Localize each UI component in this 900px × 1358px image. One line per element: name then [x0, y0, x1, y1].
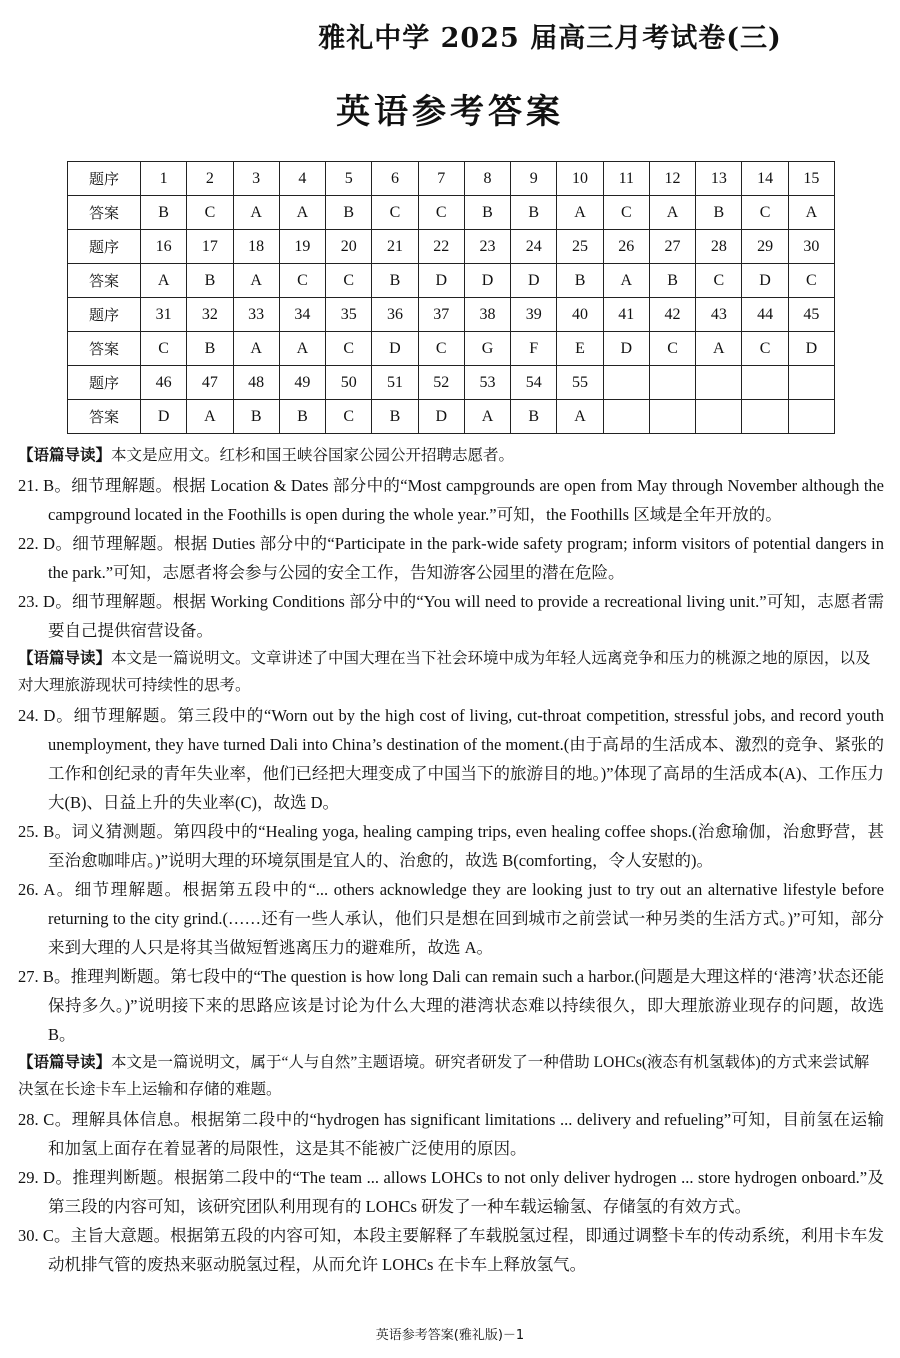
answer-cell: 38 [464, 298, 510, 332]
answer-cell: A [557, 196, 603, 230]
passage-intro-text: 本文是一篇说明文，属于“人与自然”主题语境。研究者研发了一种借助 LOHCs(液态有机氢载体)的方式来尝试解决氢在长途卡车上运输和存储的难题。 [18, 1054, 870, 1098]
answer-cell: 1 [141, 162, 187, 196]
answer-explanation: 26. A。细节理解题。根据第五段中的“... others acknowledge they are looking just to try out an alternative lifestyle before returning to the city grind.(……还有一些人承认，他们只是想在回到城市之前尝试一种另类的生活方式。)”可知，部分来到大理的人只是将其当做短暂逃离压力的避难所，故选 A。 [18, 880, 884, 957]
answer-cell [742, 366, 788, 400]
answer-explanation: 29. D。推理判断题。根据第二段中的“The team ... allows LOHCs to not only deliver hydrogen ... store hydrogen onboard.”及第三段的内容可知，该研究团队利用现有的 LOHCs 研发了一种车载运输氢、存储氢的有效方式。 [18, 1168, 884, 1216]
answer-cell: C [326, 264, 372, 298]
answer-cell: B [511, 196, 557, 230]
answer-explanation: 21. B。细节理解题。根据 Location & Dates 部分中的“Most campgrounds are open from May through November although the campground located in the Foothills is open during the whole year.”可知，the Foothills 区域是全年开放的。 [18, 476, 884, 524]
explanations [18, 442, 884, 1279]
answer-cell: D [141, 400, 187, 434]
row-header: 答案 [68, 196, 141, 230]
answer-cell: C [649, 332, 695, 366]
answer-cell [649, 400, 695, 434]
answer-explanation: 24. D。细节理解题。第三段中的“Worn out by the high cost of living, cut-throat competition, stressful jobs, and record youth unemployment, they have turned Dali into China’s destination of the moment.(由于高昂的生活成本、激烈的竞争、紧张的工作和创纪录的青年失业率，他们已经把大理变成了中国当下的旅游目的地。)”体现了高昂的生活成本(A)、工作压力大(B)、日益上升的失业率(C)，故选 D。 [18, 706, 884, 812]
answer-cell: 24 [511, 230, 557, 264]
answer-table-row [68, 162, 835, 196]
answer-cell: C [326, 400, 372, 434]
answer-table-row [68, 264, 835, 298]
answer-cell: 15 [788, 162, 834, 196]
answer-cell: C [603, 196, 649, 230]
answer-table [67, 161, 835, 434]
answer-cell: D [742, 264, 788, 298]
answer-cell: 6 [372, 162, 418, 196]
passage-intro-tag: 【语篇导读】 [18, 650, 112, 667]
answer-explanation: 22. D。细节理解题。根据 Duties 部分中的“Participate in the park-wide safety program; inform visitors of potential dangers in the park.”可知，志愿者将会参与公园的安全工作，告知游客公园里的潜在危险。 [18, 534, 884, 582]
answer-cell: 50 [326, 366, 372, 400]
answer-cell: B [464, 196, 510, 230]
answer-cell: 27 [649, 230, 695, 264]
answer-cell: 44 [742, 298, 788, 332]
exam-title: 雅礼中学 2025 届高三月考试卷(三) [318, 23, 782, 54]
passage-intro-tag: 【语篇导读】 [18, 1054, 112, 1071]
answer-cell: 16 [141, 230, 187, 264]
answer-cell: A [279, 196, 325, 230]
answer-cell: C [141, 332, 187, 366]
passage-intro-text: 本文是一篇说明文。文章讲述了中国大理在当下社会环境中成为年轻人远离竞争和压力的桃源之地的原因，以及对大理旅游现状可持续性的思考。 [18, 650, 871, 694]
answer-cell: 25 [557, 230, 603, 264]
answer-cell: 9 [511, 162, 557, 196]
answer-cell: A [557, 400, 603, 434]
answer-cell: C [418, 196, 464, 230]
page-footer: 英语参考答案(雅礼版)－1 [375, 1328, 525, 1343]
answer-cell: B [557, 264, 603, 298]
answer-cell: A [788, 196, 834, 230]
answer-cell: 2 [187, 162, 233, 196]
subject-title: 英语参考答案 [336, 92, 564, 132]
passage-intro [18, 1049, 884, 1103]
answer-cell: 31 [141, 298, 187, 332]
answer-cell: D [603, 332, 649, 366]
answer-cell: A [233, 332, 279, 366]
passage-intro [18, 645, 884, 699]
answer-cell: 11 [603, 162, 649, 196]
answer-cell: 51 [372, 366, 418, 400]
answer-cell: 7 [418, 162, 464, 196]
answer-cell: B [187, 332, 233, 366]
answer-table-row [68, 230, 835, 264]
answer-cell [788, 366, 834, 400]
answer-cell: C [418, 332, 464, 366]
answer-cell: 46 [141, 366, 187, 400]
answer-cell: C [187, 196, 233, 230]
answer-cell: 53 [464, 366, 510, 400]
answer-cell [696, 366, 742, 400]
answer-cell: 30 [788, 230, 834, 264]
answer-cell: 19 [279, 230, 325, 264]
answer-explanation: 27. B。推理判断题。第七段中的“The question is how long Dali can remain such a harbor.(问题是大理这样的‘港湾’状态还能保持多久。)”说明接下来的思路应该是讨论为什么大理的港湾状态难以持续很久，即大理旅游业现存的问题，故选 B。 [18, 967, 884, 1044]
answer-cell: B [187, 264, 233, 298]
answer-cell: B [326, 196, 372, 230]
answer-cell: 13 [696, 162, 742, 196]
answer-cell: 18 [233, 230, 279, 264]
answer-cell: 47 [187, 366, 233, 400]
answer-cell: G [464, 332, 510, 366]
answer-cell: C [279, 264, 325, 298]
answer-cell: C [742, 196, 788, 230]
answer-cell [649, 366, 695, 400]
answer-cell: B [372, 400, 418, 434]
answer-cell: 49 [279, 366, 325, 400]
row-header: 答案 [68, 400, 141, 434]
answer-cell: A [141, 264, 187, 298]
answer-cell: 52 [418, 366, 464, 400]
answer-cell: 35 [326, 298, 372, 332]
answer-table-row [68, 196, 835, 230]
answer-table-row [68, 400, 835, 434]
answer-explanation: 28. C。理解具体信息。根据第二段中的“hydrogen has significant limitations ... delivery and refueling”可知，目前氢在运输和加氢上面存在着显著的局限性，这是其不能被广泛使用的原因。 [18, 1110, 884, 1158]
answer-explanation: 25. B。词义猜测题。第四段中的“Healing yoga, healing camping trips, even healing coffee shops.(治愈瑜伽，治愈野营，甚至治愈咖啡店。)”说明大理的环境氛围是宜人的、治愈的，故选 B(comforting，令人安慰的)。 [18, 822, 884, 870]
answer-cell: C [788, 264, 834, 298]
answer-cell: 17 [187, 230, 233, 264]
answer-cell: 48 [233, 366, 279, 400]
answer-cell [788, 400, 834, 434]
passage-intro-text: 本文是应用文。红杉和国王峡谷国家公园公开招聘志愿者。 [111, 447, 515, 464]
answer-cell: D [418, 400, 464, 434]
passage-intro-tag: 【语篇导读】 [18, 447, 112, 464]
answer-cell: C [326, 332, 372, 366]
answer-cell: 20 [326, 230, 372, 264]
row-header: 答案 [68, 332, 141, 366]
answer-cell: 8 [464, 162, 510, 196]
answer-cell: 26 [603, 230, 649, 264]
answer-cell: 29 [742, 230, 788, 264]
answer-cell: 34 [279, 298, 325, 332]
answer-cell: D [372, 332, 418, 366]
answer-table-row [68, 366, 835, 400]
answer-explanation: 23. D。细节理解题。根据 Working Conditions 部分中的“You will need to provide a recreational living unit.”可知，志愿者需要自己提供宿营设备。 [18, 592, 884, 640]
answer-cell: 23 [464, 230, 510, 264]
answer-cell: C [696, 264, 742, 298]
answer-cell: 10 [557, 162, 603, 196]
answer-cell: B [141, 196, 187, 230]
answer-cell: A [464, 400, 510, 434]
answer-explanation: 30. C。主旨大意题。根据第五段的内容可知，本段主要解释了车载脱氢过程，即通过调整卡车的传动系统，利用卡车发动机排气管的废热来驱动脱氢过程，从而允许 LOHCs 在卡车上释放氢气。 [18, 1226, 884, 1274]
answer-cell: C [372, 196, 418, 230]
answer-cell: A [187, 400, 233, 434]
answer-cell: 37 [418, 298, 464, 332]
answer-cell: 39 [511, 298, 557, 332]
answer-cell: D [511, 264, 557, 298]
answer-cell: 36 [372, 298, 418, 332]
passage-intro [18, 442, 884, 469]
answer-cell: 32 [187, 298, 233, 332]
answer-cell: D [464, 264, 510, 298]
answer-cell: B [233, 400, 279, 434]
answer-cell: B [696, 196, 742, 230]
answer-table-row [68, 298, 835, 332]
answer-cell: 40 [557, 298, 603, 332]
answer-cell: D [418, 264, 464, 298]
answer-cell: E [557, 332, 603, 366]
answer-cell: 42 [649, 298, 695, 332]
answer-cell [742, 400, 788, 434]
answer-cell: A [649, 196, 695, 230]
answer-cell [603, 400, 649, 434]
answer-cell: 4 [279, 162, 325, 196]
answer-cell: 43 [696, 298, 742, 332]
answer-cell: A [279, 332, 325, 366]
row-header: 题序 [68, 162, 141, 196]
answer-cell: B [649, 264, 695, 298]
answer-cell [696, 400, 742, 434]
answer-cell: A [696, 332, 742, 366]
answer-cell: 5 [326, 162, 372, 196]
answer-cell: F [511, 332, 557, 366]
answer-cell: C [742, 332, 788, 366]
answer-cell: 55 [557, 366, 603, 400]
answer-table-row [68, 332, 835, 366]
answer-cell: A [603, 264, 649, 298]
answer-cell: 12 [649, 162, 695, 196]
row-header: 题序 [68, 230, 141, 264]
answer-cell: 14 [742, 162, 788, 196]
answer-cell: 33 [233, 298, 279, 332]
answer-cell: B [372, 264, 418, 298]
answer-cell: D [788, 332, 834, 366]
row-header: 题序 [68, 366, 141, 400]
answer-cell: B [511, 400, 557, 434]
answer-cell: 28 [696, 230, 742, 264]
answer-cell: A [233, 264, 279, 298]
answer-cell: 22 [418, 230, 464, 264]
answer-cell: B [279, 400, 325, 434]
answer-cell [603, 366, 649, 400]
answer-cell: 54 [511, 366, 557, 400]
row-header: 答案 [68, 264, 141, 298]
answer-cell: 41 [603, 298, 649, 332]
answer-cell: 45 [788, 298, 834, 332]
answer-cell: A [233, 196, 279, 230]
answer-cell: 3 [233, 162, 279, 196]
row-header: 题序 [68, 298, 141, 332]
answer-cell: 21 [372, 230, 418, 264]
